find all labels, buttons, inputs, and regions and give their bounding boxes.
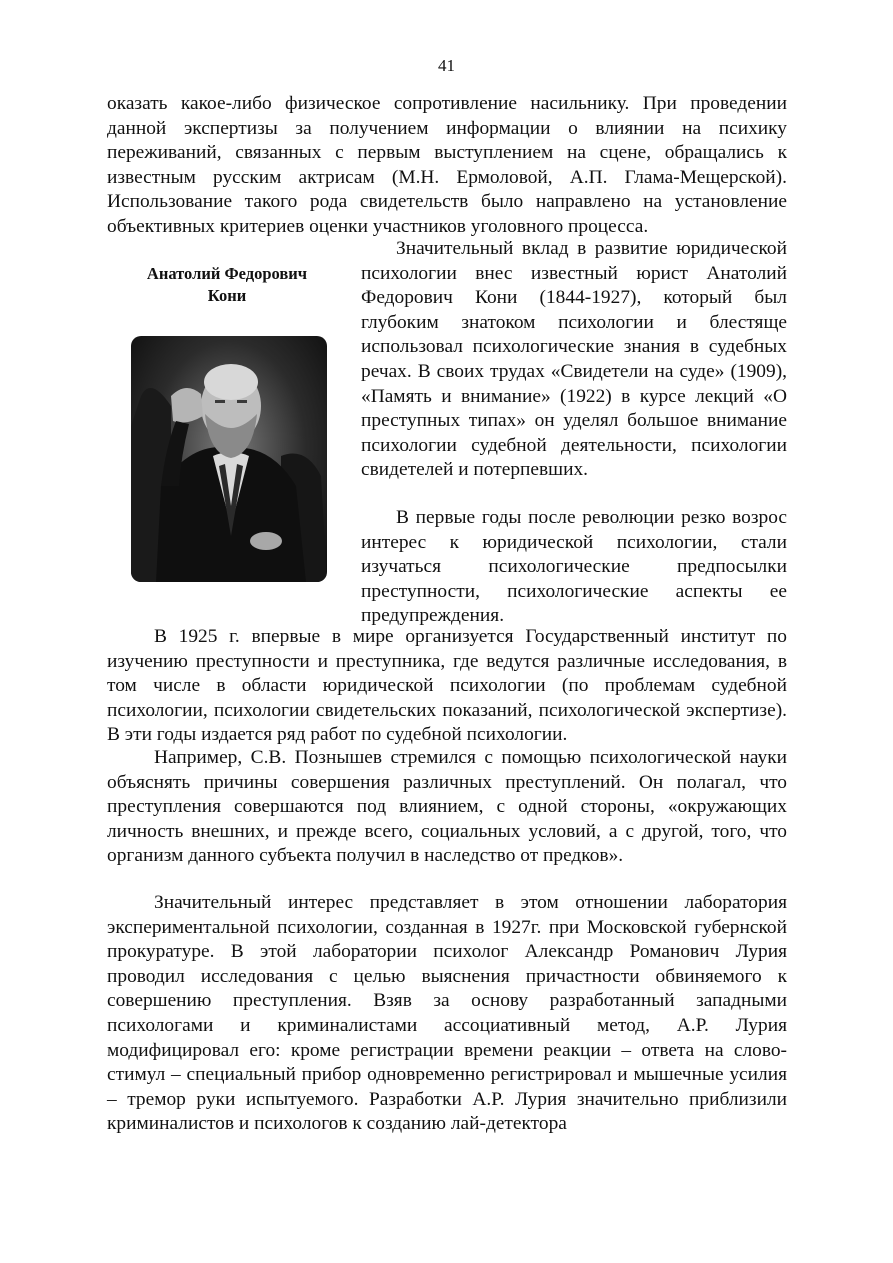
paragraph-4: В 1925 г. впервые в мире организуется Государственный институт по изучению преступности и преступника, где ведутся различные исследования, в том числе в области юридической психологии (по проблемам судебной психологии, психологии свидетельских показаний, психологической экспертизе). В эти годы издается ряд работ по судебной психологии.: [107, 626, 787, 746]
paragraph-6: Значительный интерес представляет в этом отношении лаборатория экспериментальной психологии, созданная в 1927г. при Московской губернской прокуратуре. В этой лаборатории психолог Александр Романович Лурия проводил исследования с целью выяснения причастности обвиняемого к совершению преступления. Взяв за основу разработанный западными психологами и криминалистами ассоциативный метод, А.Р. Лурия модифицировал его: кроме регистрации времени реакции – ответа на слово-стимул – специальный прибор одновременно регистрировал и мышечные усилия – тремор руки испытуемого. Разработки А.Р. Лурия значительно приблизили криминалистов и психологов к созданию лай-детектора: [107, 892, 787, 1135]
paragraph-5: Например, С.В. Познышев стремился с помощью психологической науки объяснять причины совершения различных преступлений. Он полагал, что преступления совершаются под влиянием, с одной стороны, «окружающих личность внешних, и прежде всего, социальных условий, а с другой, того, что организм данного субъекта получил в наследство от предков».: [107, 747, 787, 867]
paragraph-3: В первые годы после революции резко возрос интерес к юридической психологии, стали изучаться психологические предпосылки преступности, психологические аспекты ее предупреждения.: [361, 507, 787, 627]
portrait-photo: [131, 336, 327, 582]
paragraph-2: Значительный вклад в развитие юридической психологии внес известный юрист Анатолий Федорович Кони (1844-1927), который был глубоким знатоком психологии и блестяще использовал психологические знания в судебных речах. В своих трудах «Свидетели на суде» (1909), «Память и внимание» (1922) в курсе лекций «О преступных типах» он уделял большое внимание психологии судебной деятельности, психологии свидетелей и потерпевших.: [361, 238, 787, 481]
portrait-caption-line-2: Кони: [207, 286, 247, 305]
page-number: 41: [438, 56, 455, 75]
paragraph-1: оказать какое-либо физическое сопротивление насильнику. При проведении данной экспертизы за получением информации о влиянии на психику переживаний, связанных с первым выступлением на сцене, обращались к известным русским актрисам (М.Н. Ермоловой, А.П. Глама-Мещерской). Использование такого рода свидетельств было направлено на установление объективных критериев оценки участников уголовного процесса.: [107, 93, 787, 237]
portrait-caption-line-1: Анатолий Федорович: [146, 264, 308, 283]
portrait-caption: [120, 263, 334, 307]
